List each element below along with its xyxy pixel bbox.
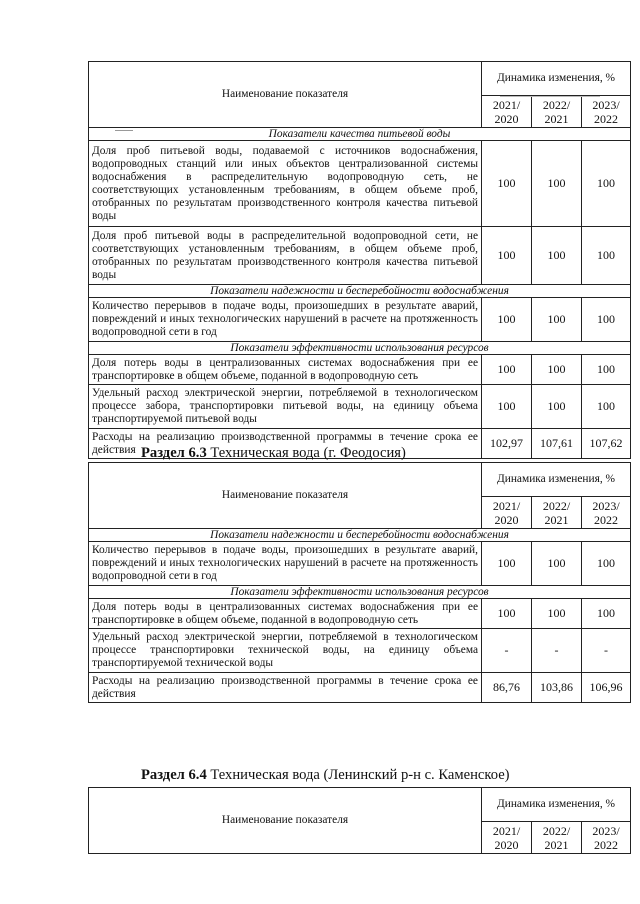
column-header-name: Наименование показателя [89,788,482,854]
indicator-value: 102,97 [482,429,532,459]
section-title: Показатели эффективности использования ресурсов [89,342,631,355]
indicator-value: 100 [582,227,631,285]
section-number: Раздел 6.3 [141,445,207,461]
indicator-value: 107,62 [582,429,631,459]
indicator-value: 100 [482,542,532,586]
column-header-name: Наименование показателя [89,463,482,529]
indicator-value: 106,96 [582,673,631,703]
section-title: Показатели качества питьевой воды [89,128,631,141]
indicator-value: 100 [582,298,631,342]
indicators-table-technical-water-kamenskoe [88,787,631,854]
section-heading-6-4 [141,767,510,784]
indicator-name: Удельный расход электрической энергии, потребляемой в технологическом процессе забора, транспортировки питьевой воды, на единицу объема транспортируемой питьевой воды [89,385,482,429]
indicator-value: 107,61 [532,429,582,459]
section-title: Показатели надежности и бесперебойности водоснабжения [89,285,631,298]
indicator-value: 100 [532,141,582,227]
indicators-table-drinking-water [88,61,631,459]
year-header: 2023/ 2022 [582,96,631,128]
year-header: 2021/ 2020 [482,822,532,854]
indicator-name: Удельный расход электрической энергии, потребляемой в технологическом процессе транспортировки технической воды, на единицу объема транспортируемой технической воды [89,629,482,673]
indicator-name: Расходы на реализацию производственной программы в течение срока ее действия [89,429,482,459]
indicator-value: 100 [532,599,582,629]
indicator-value: 100 [532,355,582,385]
column-header-dynamics: Динамика изменения, % [482,62,631,96]
year-header: 2022/ 2021 [532,96,582,128]
section-title-text: Техническая вода (г. Феодосия) [206,445,406,461]
indicator-name: Количество перерывов в подаче воды, произошедших в результате аварий, повреждений и иных технологических нарушений в расчете на протяженность водопроводной сети в год [89,298,482,342]
indicator-value: 100 [482,599,532,629]
section-number: Раздел 6.4 [141,767,207,783]
section-title: Показатели надежности и бесперебойности водоснабжения [89,529,631,542]
indicator-value: 100 [582,141,631,227]
year-header: 2023/ 2022 [582,497,631,529]
indicator-value: 100 [532,542,582,586]
indicator-name: Доля проб питьевой воды в распределительной водопроводной сети, не соответствующих установленным требованиям, в общем объеме проб, отобранных по результатам производственного контроля качества питьевой воды [89,227,482,285]
indicator-value: - [532,629,582,673]
year-header: 2021/ 2020 [482,96,532,128]
year-header: 2023/ 2022 [582,822,631,854]
indicator-value: 100 [482,385,532,429]
indicator-value: 103,86 [532,673,582,703]
indicator-value: - [582,629,631,673]
section-title: Показатели эффективности использования ресурсов [89,586,631,599]
indicator-name: Доля потерь воды в централизованных системах водоснабжения при ее транспортировке в общем объеме, поданной в водопроводную сеть [89,599,482,629]
indicators-table-technical-water-feodosia [88,462,631,703]
year-header: 2022/ 2021 [532,497,582,529]
indicator-value: 100 [532,227,582,285]
indicator-value: 100 [582,385,631,429]
scan-artifact [115,130,133,131]
indicator-value: 100 [582,355,631,385]
section-heading-6-3 [141,445,406,462]
indicator-value: 100 [482,298,532,342]
indicator-value: 100 [482,141,532,227]
indicator-name: Доля потерь воды в централизованных системах водоснабжения при ее транспортировке в общем объеме, поданной в водопроводную сеть [89,355,482,385]
indicator-value: 100 [582,599,631,629]
column-header-dynamics: Динамика изменения, % [482,463,631,497]
scan-artifact [500,96,600,97]
column-header-dynamics: Динамика изменения, % [482,788,631,822]
indicator-value: 100 [482,227,532,285]
column-header-name: Наименование показателя [89,62,482,128]
indicator-name: Расходы на реализацию производственной программы в течение срока ее действия [89,673,482,703]
indicator-value: 100 [582,542,631,586]
indicator-value: 100 [532,385,582,429]
year-header: 2022/ 2021 [532,822,582,854]
indicator-value: 100 [482,355,532,385]
indicator-name: Количество перерывов в подаче воды, произошедших в результате аварий, повреждений и иных технологических нарушений в расчете на протяженность водопроводной сети в год [89,542,482,586]
indicator-value: 100 [532,298,582,342]
indicator-value: 86,76 [482,673,532,703]
indicator-name: Доля проб питьевой воды, подаваемой с источников водоснабжения, водопроводных станций или иных объектов централизованной системы водоснабжения в распределительную водопроводную сеть, не соответствующих установленным требованиям, в общем объеме проб, отобранных по результатам производственного контроля качества питьевой воды [89,141,482,227]
indicator-value: - [482,629,532,673]
year-header: 2021/ 2020 [482,497,532,529]
section-title-text: Техническая вода (Ленинский р-н с. Каменское) [206,767,510,783]
